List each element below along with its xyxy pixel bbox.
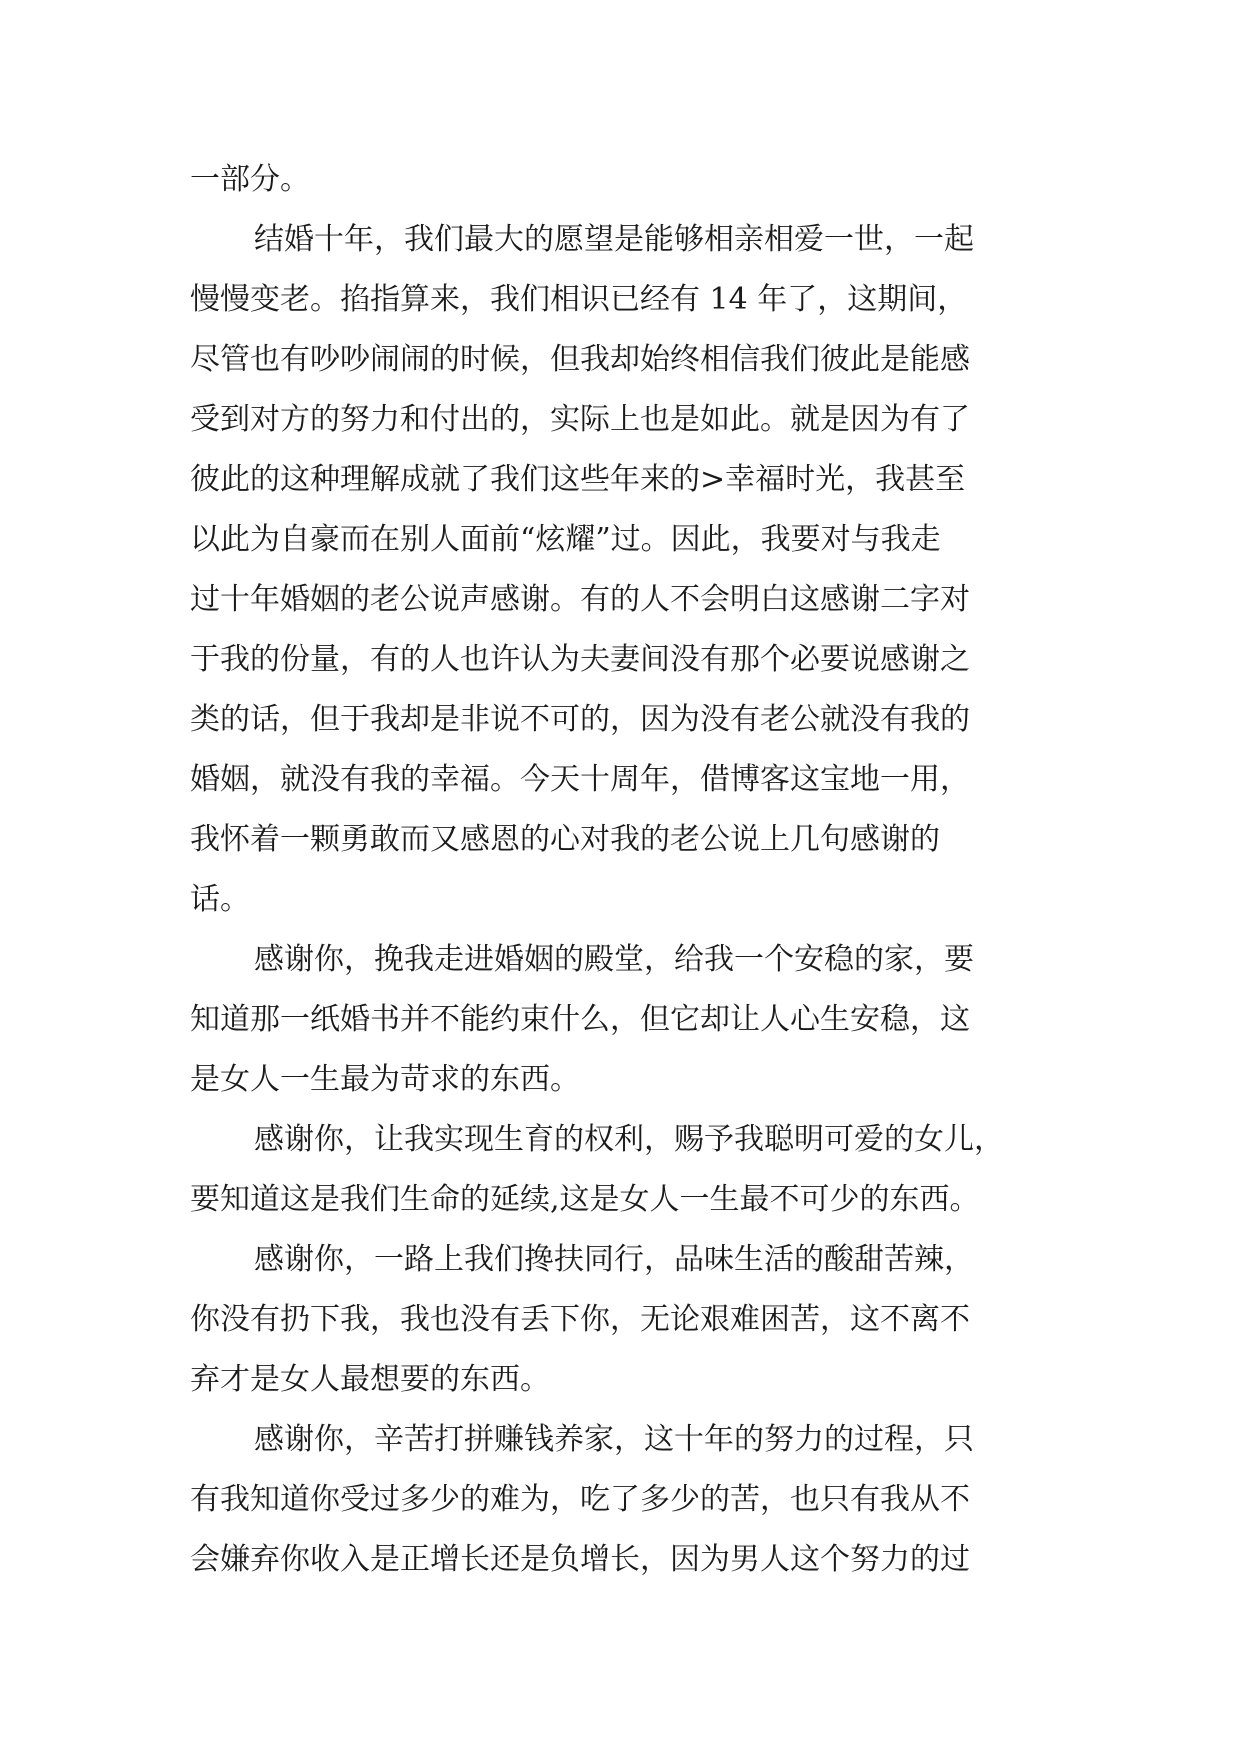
text-line: 要知道这是我们生命的延续,这是女人一生最不可少的东西。 (190, 1182, 980, 1217)
text-line: 于我的份量，有的人也许认为夫妻间没有那个必要说感谢之 (190, 642, 970, 677)
body-text (190, 150, 1060, 1590)
text-line: 知道那一纸婚书并不能约束什么，但它却让人心生安稳，这 (190, 1002, 970, 1037)
text-line: 彼此的这种理解成就了我们这些年来的>幸福时光，我甚至 (190, 462, 966, 497)
text-line: 类的话，但于我却是非说不可的，因为没有老公就没有我的 (190, 702, 970, 737)
text-line: 受到对方的努力和付出的，实际上也是如此。就是因为有了 (190, 402, 970, 437)
paragraph-first-line: 感谢你，一路上我们搀扶同行，品味生活的酸甜苦辣， (254, 1242, 974, 1277)
text-line: 是女人一生最为苛求的东西。 (190, 1062, 580, 1097)
paragraph-first-line: 感谢你，挽我走进婚姻的殿堂，给我一个安稳的家，要 (254, 942, 974, 977)
text-line: 会嫌弃你收入是正增长还是负增长，因为男人这个努力的过 (190, 1542, 970, 1577)
text-line: 你没有扔下我，我也没有丢下你，无论艰难困苦，这不离不 (190, 1302, 970, 1337)
paragraph-first-line: 感谢你，辛苦打拼赚钱养家，这十年的努力的过程，只 (254, 1422, 974, 1457)
text-line: 有我知道你受过多少的难为，吃了多少的苦，也只有我从不 (190, 1482, 970, 1517)
text-line: 以此为自豪而在别人面前“炫耀”过。因此，我要对与我走 (190, 522, 941, 557)
text-line: 慢慢变老。掐指算来，我们相识已经有 14 年了，这期间， (190, 282, 968, 317)
text-line: 一部分。 (190, 162, 310, 197)
text-line: 尽管也有吵吵闹闹的时候，但我却始终相信我们彼此是能感 (190, 342, 970, 377)
text-line: 我怀着一颗勇敢而又感恩的心对我的老公说上几句感谢的 (190, 822, 940, 857)
text-line: 过十年婚姻的老公说声感谢。有的人不会明白这感谢二字对 (190, 582, 970, 617)
text-line: 弃才是女人最想要的东西。 (190, 1362, 550, 1397)
text-line: 婚姻，就没有我的幸福。今天十周年，借博客这宝地一用， (190, 762, 970, 797)
paragraph-first-line: 结婚十年，我们最大的愿望是能够相亲相爱一世，一起 (254, 222, 974, 257)
text-line: 话。 (190, 882, 250, 917)
paragraph-first-line: 感谢你，让我实现生育的权利，赐予我聪明可爱的女儿， (254, 1122, 1004, 1157)
